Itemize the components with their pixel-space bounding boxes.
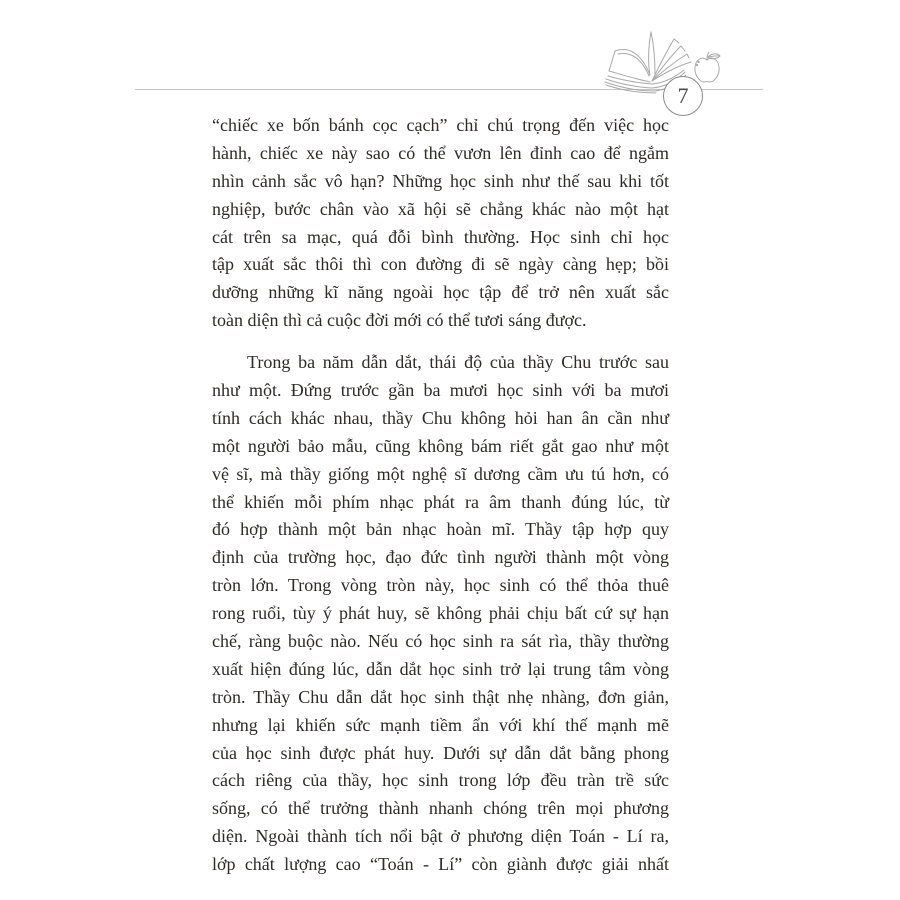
text-line: vệ sĩ, mà thầy giống một nghệ sĩ dương cầm ưu tú hơn, có [212, 463, 669, 484]
text-line: tính cách khác nhau, thầy Chu không hỏi han ân cần như [212, 407, 669, 428]
text-line: “chiếc xe bốn bánh cọc cạch” chỉ chú trọng đến việc học [212, 115, 669, 135]
text-line: xuất hiện đúng lúc, dẫn dắt học sinh trở lại trung tâm vòng [212, 658, 669, 679]
paragraph [212, 112, 669, 335]
text-line: dưỡng những kĩ năng ngoài học tập để trở nên xuất sắc [212, 282, 669, 303]
text-line: như một. Đứng trước gần ba mươi học sinh với ba mươi [212, 380, 669, 401]
page-number: 7 [677, 83, 689, 108]
text-line: rong ruổi, tùy ý phát huy, sẽ không phải chịu bất cứ sự hạn [212, 603, 669, 624]
text-line: đó hợp thành một bản nhạc hoàn mĩ. Thầy tập hợp quy [212, 519, 669, 540]
text-line: cách riêng của thầy, học sinh trong lớp đều tràn trề sức [212, 770, 669, 791]
text-line: một người bảo mẫu, cũng không bám riết gắt gao như một [212, 435, 669, 456]
text-line: toàn diện thì cả cuộc đời mới có thể tươi sáng được. [212, 310, 587, 331]
page-body [212, 112, 669, 879]
text-line: sống, có thể trưởng thành nhanh chóng trên mọi phương [212, 798, 669, 819]
text-line: chế, ràng buộc nào. Nếu có học sinh ra sát rìa, thầy thường [212, 631, 669, 652]
text-line: hành, chiếc xe này sao có thể vươn lên đỉnh cao để ngắm [212, 142, 669, 163]
text-line: thể khiến mỗi phím nhạc phát ra âm thanh đúng lúc, từ [212, 491, 669, 512]
text-line: định của trường học, đạo đức tình người thành một vòng [212, 547, 669, 568]
paragraph [212, 349, 669, 879]
text-line: Trong ba năm dẫn dắt, thái độ của thầy Chu trước sau [247, 352, 669, 373]
text-line: nhìn cảnh sắc vô hạn? Những học sinh như thế sau khi tốt [212, 170, 669, 191]
text-line: lớp chất lượng cao “Toán - Lí” còn giành được giải nhất [212, 854, 669, 875]
text-line: tròn. Thầy Chu dẫn dắt học sinh thật nhẹ nhàng, đơn giản, [212, 686, 669, 707]
text-line: diện. Ngoài thành tích nổi bật ở phương diện Toán - Lí ra, [212, 826, 669, 847]
text-line: tập xuất sắc thôi thì con đường đi sẽ ngày càng hẹp; bồi [212, 254, 669, 275]
page-number-badge [663, 76, 703, 116]
text-line: tròn lớn. Trong vòng tròn này, học sinh có thể thỏa thuê [212, 575, 669, 596]
text-line: nghiệp, bước chân vào xã hội sẽ chẳng khác nào một hạt [212, 198, 669, 219]
text-line: nhưng lại khiến sức mạnh tiềm ẩn với khí thế mạnh mẽ [212, 714, 669, 735]
text-line: của học sinh được phát huy. Dưới sự dẫn dắt bằng phong [212, 742, 669, 763]
text-line: cát trên sa mạc, quá đỗi bình thường. Học sinh chỉ học [212, 226, 669, 247]
